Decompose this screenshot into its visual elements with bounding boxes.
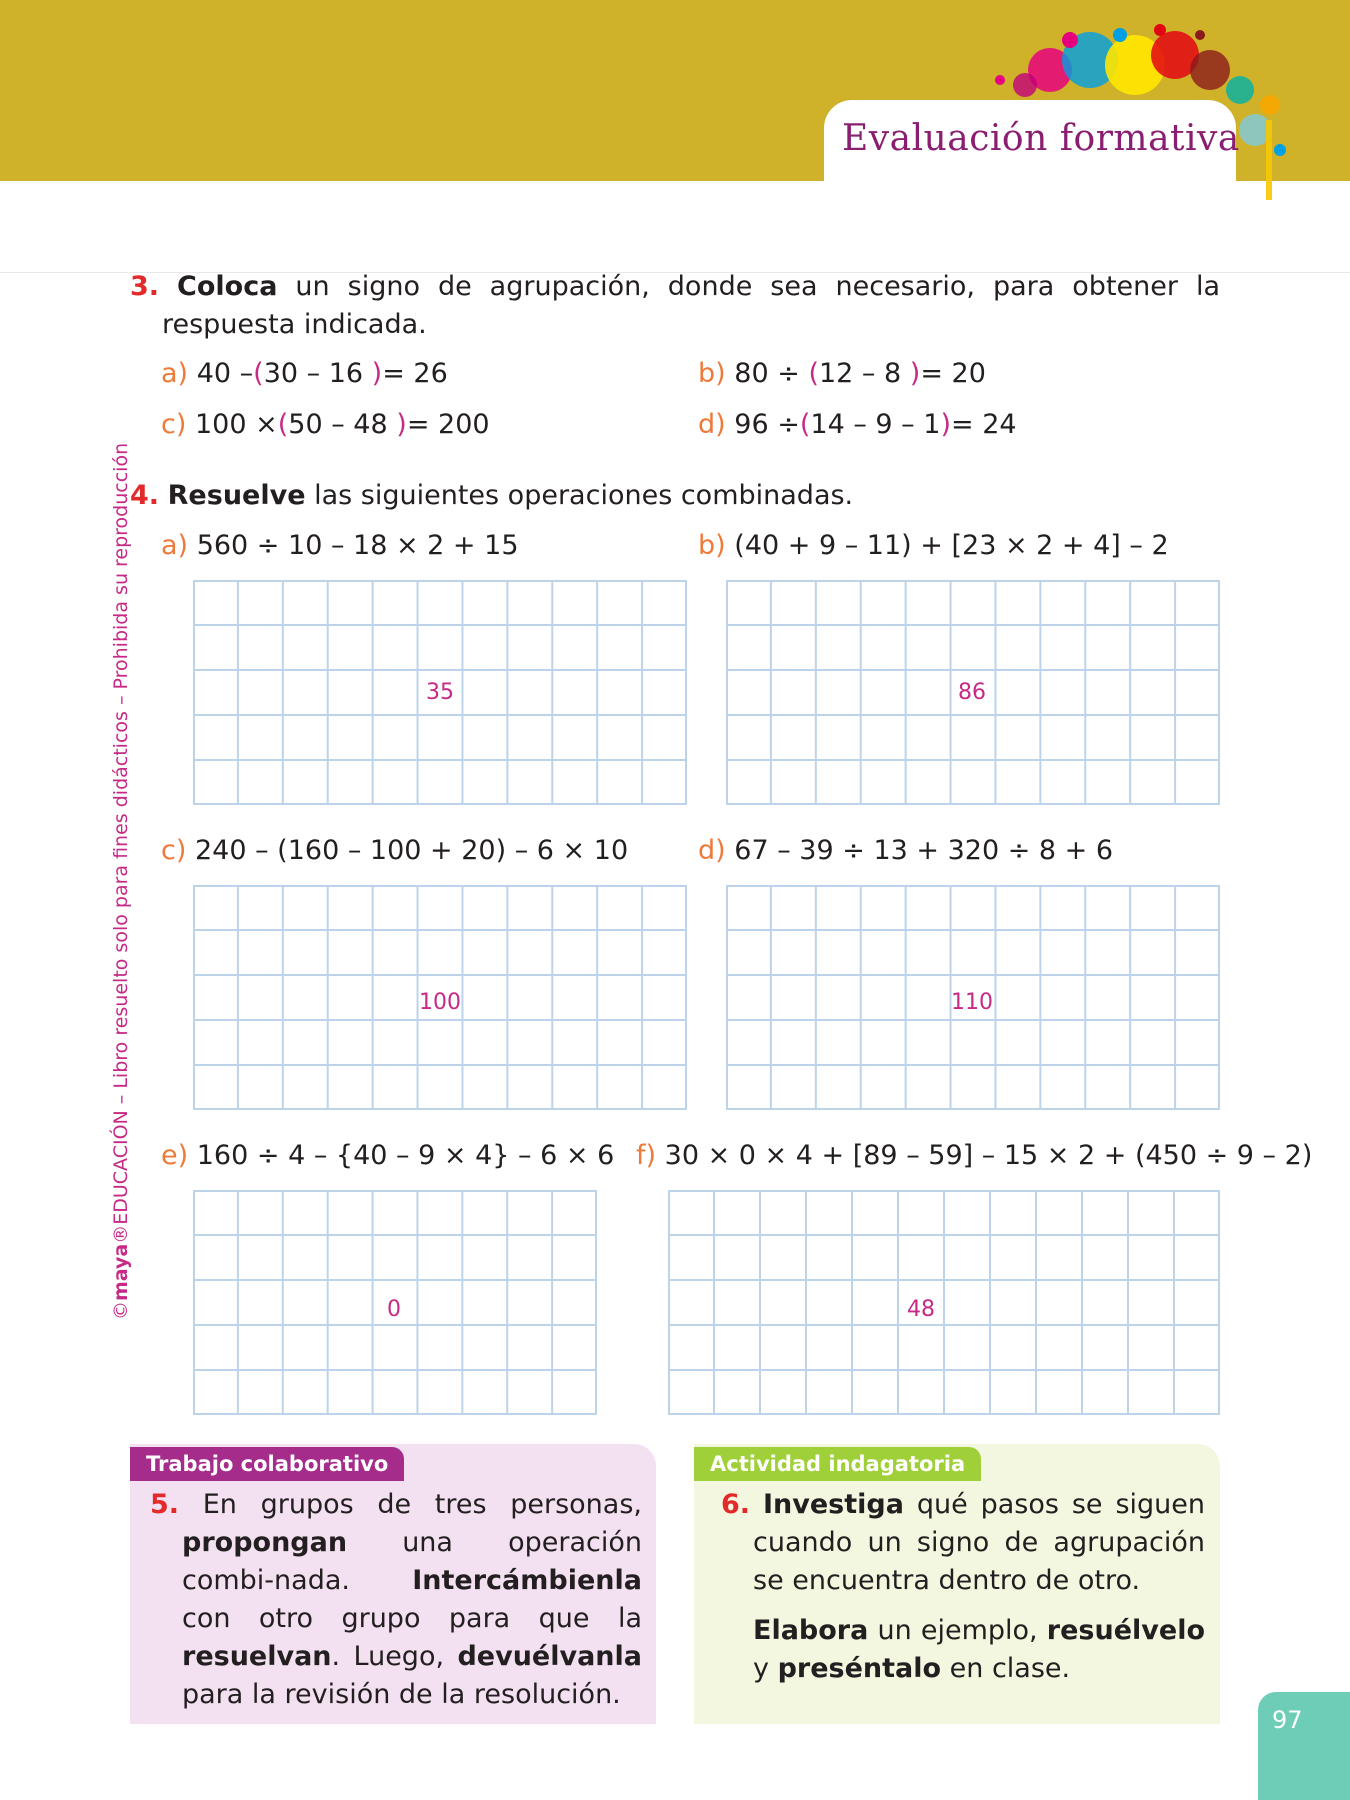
q3-number: 3. (130, 271, 160, 302)
q5-part1: En grupos de tres personas, (202, 1489, 642, 1520)
q3c-pre: 100 × (194, 409, 278, 440)
q4d-letter: d) (698, 835, 726, 866)
q3d-post: = 24 (950, 409, 1017, 440)
q3c-post: = 200 (406, 409, 490, 440)
q5-bold4: devuélvanla (457, 1641, 642, 1672)
q4c-letter: c) (161, 835, 187, 866)
q3a-inner: 30 – 16 (263, 358, 364, 389)
q5-bold3: resuelvan (182, 1641, 332, 1672)
q5-text (150, 1486, 642, 1714)
q5-part2: una operación combi-nada. (182, 1527, 642, 1596)
q3a-close-paren: ) (371, 358, 383, 389)
q6-text-second (753, 1612, 1205, 1688)
q3b-open-paren: ( (808, 358, 819, 389)
copyright-side-note: ©maya®EDUCACIÓN – Libro resuelto solo para fines didácticos – Prohibida su reproducción (110, 442, 132, 1320)
q4e-letter: e) (161, 1140, 189, 1171)
q3c-item (161, 409, 490, 441)
q4d-expression (698, 835, 1113, 867)
q4f-expr: 30 × 0 × 4 + [89 – 59] – 15 × 2 + (450 ÷ 9 – 2) (664, 1140, 1313, 1171)
q4f-letter: f) (636, 1140, 657, 1171)
q4b-expression (698, 530, 1169, 562)
q6-bold3: resuélvelo (1046, 1615, 1205, 1646)
q4f-answer: 48 (907, 1297, 935, 1322)
q6-bold4: preséntalo (777, 1653, 942, 1684)
collaborative-work-tag: Trabajo colaborativo (130, 1447, 404, 1481)
q3d-open-paren: ( (799, 409, 811, 440)
q3d-letter: d) (698, 409, 726, 440)
grid-lines (668, 1190, 1220, 1415)
q4-number: 4. (130, 480, 160, 511)
q6-part3: y (753, 1653, 778, 1684)
q3-text: un signo de agrupación, donde sea necesario, para obtener la respuesta indicada. (162, 271, 1220, 340)
q3-verb: Coloca (177, 271, 278, 302)
q4a-expression (161, 530, 519, 562)
q4b-letter: b) (698, 530, 726, 561)
q4a-letter: a) (161, 530, 189, 561)
q3d-pre: 96 ÷ (734, 409, 800, 440)
q3-statement (130, 268, 1220, 344)
q3d-inner: 14 – 9 – 1 (810, 409, 941, 440)
q4c-expr: 240 – (160 – 100 + 20) – 6 × 10 (194, 835, 629, 866)
q3b-letter: b) (698, 358, 726, 389)
q3b-inner: 12 – 8 (818, 358, 902, 389)
q3b-item (698, 358, 986, 390)
q6-number: 6. (721, 1489, 751, 1520)
q3c-inner: 50 – 48 (288, 409, 388, 440)
q4c-answer: 100 (419, 990, 461, 1015)
q3c-letter: c) (161, 409, 187, 440)
q3c-close-paren: ) (396, 409, 407, 440)
side-note-text: EDUCACIÓN – Libro resuelto solo para fines didácticos – Prohibida su reproducción (110, 442, 132, 1225)
q5-part5: para la revisión de la resolución. (182, 1679, 621, 1710)
q4-statement (130, 480, 853, 512)
page-number: 97 (1272, 1706, 1303, 1734)
q4-text: las siguientes operaciones combinadas. (305, 480, 854, 511)
brand-logo-text: maya (110, 1243, 132, 1301)
q3d-item (698, 409, 1017, 441)
q3a-item (161, 358, 448, 390)
q6-bold2: Elabora (753, 1615, 869, 1646)
q4d-expr: 67 – 39 ÷ 13 + 320 ÷ 8 + 6 (734, 835, 1114, 866)
q4a-answer: 35 (426, 680, 454, 705)
inquiry-activity-tag: Actividad indagatoria (694, 1447, 981, 1481)
q4b-answer: 86 (958, 680, 986, 705)
q4f-work-grid[interactable] (668, 1190, 1220, 1415)
q3a-post: = 26 (382, 358, 448, 389)
q4e-expr: 160 ÷ 4 – {40 – 9 × 4} – 6 × 6 (196, 1140, 615, 1171)
q6-part1: qué pasos se siguen cuando un signo de agrupación se encuentra dentro de otro. (753, 1489, 1205, 1596)
q4d-answer: 110 (951, 990, 993, 1015)
q3a-open-paren: ( (253, 358, 264, 389)
q5-bold1: propongan (182, 1527, 348, 1558)
q3c-open-paren: ( (277, 409, 289, 440)
q3b-close-paren: ) (909, 358, 921, 389)
q4-verb: Resuelve (167, 480, 306, 511)
q4f-expression (636, 1140, 1312, 1172)
q5-part4: . Luego, (331, 1641, 458, 1672)
q5-part3: con otro grupo para que la (182, 1603, 642, 1634)
q3a-pre: 40 – (196, 358, 254, 389)
q3d-close-paren: ) (940, 409, 951, 440)
q4e-answer: 0 (387, 1297, 401, 1322)
q6-part2: un ejemplo, (868, 1615, 1047, 1646)
q3b-post: = 20 (920, 358, 986, 389)
q5-number: 5. (150, 1489, 180, 1520)
q4e-expression (161, 1140, 614, 1172)
q5-bold2: Intercámbienla (412, 1565, 642, 1596)
q4c-expression (161, 835, 628, 867)
q6-part4: en clase. (941, 1653, 1071, 1684)
q3a-letter: a) (161, 358, 189, 389)
q4b-expr: (40 + 9 – 11) + [23 × 2 + 4] – 2 (734, 530, 1169, 561)
q4a-expr: 560 ÷ 10 – 18 × 2 + 15 (196, 530, 519, 561)
q6-bold1: Investiga (762, 1489, 904, 1520)
q3b-pre: 80 ÷ (734, 358, 800, 389)
q6-text (721, 1486, 1205, 1600)
page-title: Evaluación formativa (842, 118, 1240, 159)
